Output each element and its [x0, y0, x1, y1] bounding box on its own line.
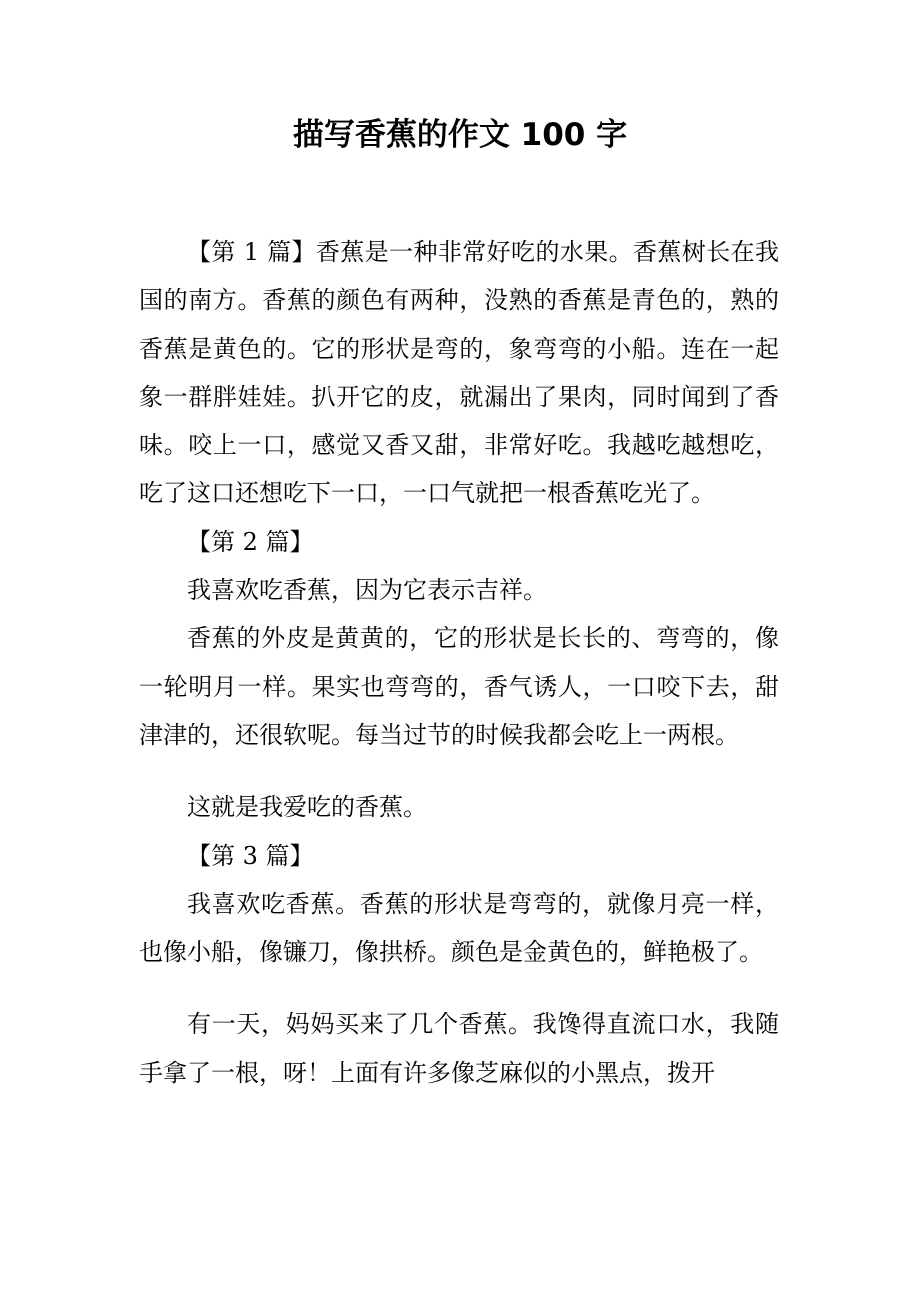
paragraph-3: 我喜欢吃香蕉，因为它表示吉祥。 — [187, 576, 547, 605]
paragraph-7: 我喜欢吃香蕉。香蕉的形状是弯弯的，就像月亮一样，也像小船，像镰刀，像拱桥。颜色是金黄色的，鲜艳极了。 — [139, 889, 779, 967]
paragraph-6-heading: 【第 3 篇】 — [187, 841, 314, 870]
paragraph-2-heading: 【第 2 篇】 — [187, 527, 314, 556]
paragraph-8: 有一天，妈妈买来了几个香蕉。我馋得直流口水，我随手拿了一根，呀！上面有许多像芝麻似的小黑点，拨开 — [139, 1010, 779, 1087]
paragraph-4: 香蕉的外皮是黄黄的，它的形状是长长的、弯弯的，像一轮明月一样。果实也弯弯的，香气诱人，一口咬下去，甜津津的，还很软呢。每当过节的时候我都会吃上一两根。 — [139, 624, 779, 749]
document-body — [139, 228, 779, 1097]
document-title: 描写香蕉的作文 100 字 — [292, 117, 628, 153]
paragraph-5: 这就是我爱吃的香蕉。 — [187, 793, 427, 822]
paragraph-1: 【第 1 篇】香蕉是一种非常好吃的水果。香蕉树长在我国的南方。香蕉的颜色有两种，没熟的香蕉是青色的，熟的香蕉是黄色的。它的形状是弯的，象弯弯的小船。连在一起象一群胖娃娃。扒开它的皮，就漏出了果肉，同时闻到了香味。咬上一口，感觉又香又甜，非常好吃。我越吃越想吃，吃了这口还想吃下一口，一口气就把一根香蕉吃光了。 — [139, 238, 779, 508]
